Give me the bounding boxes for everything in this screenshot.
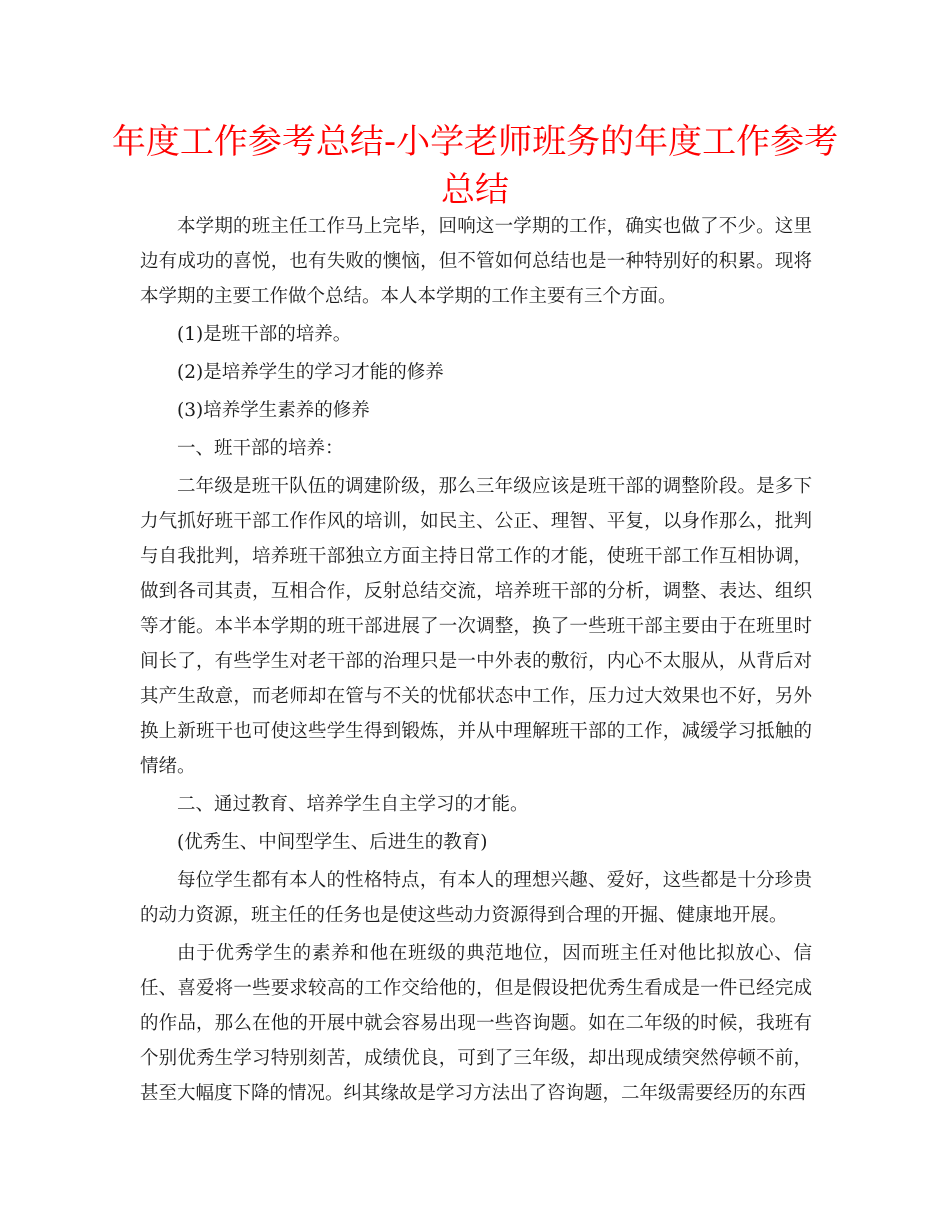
document-title: 年度工作参考总结-小学老师班务的年度工作参考总结	[111, 122, 839, 210]
paragraph: 每位学生都有本人的性格特点，有本人的理想兴趣、爱好，这些都是十分珍贵的动力资源，班主任的任务也是使这些动力资源得到合理的开掘、健康地开展。	[140, 870, 812, 926]
paragraph: 二年级是班干队伍的调建阶级，那么三年级应该是班干部的调整阶段。是多下力气抓好班干部工作作风的培训，如民主、公正、理智、平复，以身作那么，批判与自我批判，培养班干部独立方面主持日常工作的才能，使班干部工作互相协调，做到各司其责，互相合作，反射总结交流，培养班干部的分析，调整、表达、组织等才能。本半本学期的班干部进展了一次调整，换了一些班干部主要由于在班里时间长了，有些学生对老干部的治理只是一中外表的敷衍，内心不太服从，从背后对其产生敌意，而老师却在管与不关的忧郁状态中工作，压力过大效果也不好，另外换上新班干也可使这些学生得到锻炼，并从中理解班干部的工作，减缓学习抵触的情绪。	[140, 476, 812, 777]
paragraph: 由于优秀学生的素养和他在班级的典范地位，因而班主任对他比拟放心、信任、喜爱将一些要求较高的工作交给他的，但是假设把优秀生看成是一件已经完成的作品，那么在他的开展中就会容易出现一些咨询题。如在二年级的时候，我班有个别优秀生学习特别刻苦，成绩优良，可到了三年级，却出现成绩突然停顿不前，甚至大幅度下降的情况。纠其缘故是学习方法出了咨询题，二年级需要经历的东西	[140, 943, 812, 1104]
paragraph: 本学期的班主任工作马上完毕，回响这一学期的工作，确实也做了不少。这里边有成功的喜悦，也有失败的懊恼，但不管如何总结也是一种特别好的积累。现将本学期的主要工作做个总结。本人本学期的工作主要有三个方面。	[140, 216, 812, 307]
section-heading: 一、班干部的培养：	[177, 438, 344, 459]
paragraph: (3)培养学生素养的修养	[177, 400, 370, 421]
document-body	[140, 209, 812, 1114]
paragraph: (1)是班干部的培养。	[177, 324, 352, 345]
section-heading: 二、通过教育、培养学生自主学习的才能。	[177, 794, 529, 815]
paragraph: (优秀生、中间型学生、后进生的教育)	[177, 832, 488, 853]
paragraph: (2)是培养学生的学习才能的修养	[177, 362, 444, 383]
